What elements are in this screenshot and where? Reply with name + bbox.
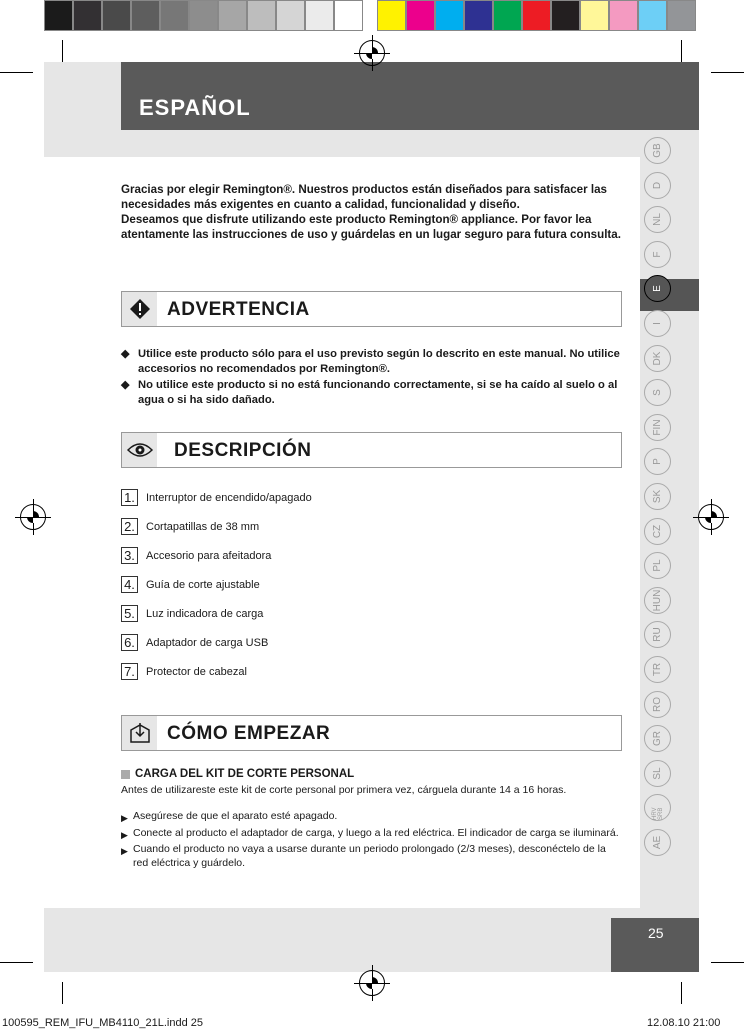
footer-filename: 100595_REM_IFU_MB4110_21L.indd 25 <box>2 1017 203 1029</box>
crop-mark <box>0 962 33 963</box>
triangle-bullet-icon: ▶ <box>121 813 128 823</box>
section-descripcion <box>121 432 622 468</box>
calibration-swatch <box>131 0 160 31</box>
language-tab-ru[interactable]: RU <box>644 621 671 648</box>
intro-text <box>121 182 621 242</box>
eye-icon <box>122 433 157 467</box>
crop-mark <box>0 72 33 73</box>
item-number: 7. <box>121 663 138 680</box>
warning-bullet-icon: ◆ <box>121 379 130 391</box>
calibration-swatch <box>334 0 363 31</box>
calibration-swatch <box>667 0 696 31</box>
list-item <box>121 827 621 843</box>
item-label: Guía de corte ajustable <box>146 578 260 591</box>
box-icon <box>122 716 157 750</box>
section-title: CÓMO EMPEZAR <box>167 723 331 744</box>
item-label: Accesorio para afeitadora <box>146 549 272 562</box>
language-tab-ae[interactable]: AE <box>644 829 671 856</box>
intro-line: Gracias por elegir Remington®. Nuestros productos están diseñados para satisfacer las necesidades más exigentes en cuanto a calidad, funcionalidad y diseño. <box>121 183 607 211</box>
section-title: ADVERTENCIA <box>167 299 310 320</box>
registration-mark-icon <box>359 40 385 66</box>
registration-mark-icon <box>698 504 724 530</box>
triangle-bullet-icon: ▶ <box>121 829 128 840</box>
language-tab-dk[interactable]: DK <box>644 345 671 372</box>
language-tab-cz[interactable]: CZ <box>644 518 671 545</box>
calibration-swatch <box>522 0 551 31</box>
square-bullet-icon <box>121 770 130 779</box>
description-item <box>121 547 271 564</box>
description-item <box>121 489 312 506</box>
calibration-swatch <box>247 0 276 31</box>
item-number: 5. <box>121 605 138 622</box>
page-title: ESPAÑOL <box>139 95 251 120</box>
language-tab-tr[interactable]: TR <box>644 656 671 683</box>
calibration-swatch <box>276 0 305 31</box>
item-label: Luz indicadora de carga <box>146 607 264 620</box>
calibration-swatch <box>160 0 189 31</box>
calibration-swatch <box>189 0 218 31</box>
language-tab-i[interactable]: I <box>644 310 671 337</box>
registration-mark-icon <box>20 504 46 530</box>
item-label: Interruptor de encendido/apagado <box>146 491 312 504</box>
step-text: Conecte al producto el adaptador de carga, y luego a la red eléctrica. El indicador de carga se iluminará. <box>133 826 619 839</box>
calibration-swatch <box>218 0 247 31</box>
step-text: Asegúrese de que el aparato esté apagado. <box>133 810 338 822</box>
list-item <box>121 810 621 826</box>
footer-date: 12.08.10 21:00 <box>647 1017 721 1029</box>
item-number: 1. <box>121 489 138 506</box>
item-number: 3. <box>121 547 138 564</box>
subheading <box>121 768 354 780</box>
language-tab-sl[interactable]: SL <box>644 760 671 787</box>
language-tab-fin[interactable]: FIN <box>644 414 671 441</box>
calibration-swatch <box>102 0 131 31</box>
description-item <box>121 518 259 535</box>
calibration-swatch <box>44 0 73 31</box>
calibration-swatch <box>609 0 638 31</box>
intro-line: Deseamos que disfrute utilizando este producto Remington® appliance. Por favor lea atentamente las instrucciones de uso y guárdelas en un lugar seguro para futura consulta. <box>121 213 621 241</box>
language-tab-sk[interactable]: SK <box>644 483 671 510</box>
description-item <box>121 634 268 651</box>
item-number: 4. <box>121 576 138 593</box>
crop-mark <box>681 982 682 1004</box>
calibration-swatch <box>73 0 102 31</box>
section-title: DESCRIPCIÓN <box>174 440 312 461</box>
section-advertencia <box>121 291 622 327</box>
warning-icon <box>122 292 157 326</box>
item-number: 6. <box>121 634 138 651</box>
calibration-swatch <box>406 0 435 31</box>
language-tab-p[interactable]: P <box>644 448 671 475</box>
language-tab-e[interactable]: E <box>644 275 671 302</box>
grayscale-calibration-bar <box>44 0 363 31</box>
crop-mark <box>62 982 63 1004</box>
section-como-empezar <box>121 715 622 751</box>
calibration-swatch <box>305 0 334 31</box>
language-tab-pl[interactable]: PL <box>644 552 671 579</box>
charging-paragraph: Antes de utilizareste este kit de corte personal por primera vez, cárguela durante 14 a 16 horas. <box>121 784 567 796</box>
language-tab-nl[interactable]: NL <box>644 206 671 233</box>
step-text: Cuando el producto no vaya a usarse durante un periodo prolongado (2/3 meses), desconéctelo de la red eléctrica y guárdelo. <box>133 843 606 869</box>
item-label: Protector de cabezal <box>146 665 247 678</box>
calibration-swatch <box>435 0 464 31</box>
language-tab-f[interactable]: F <box>644 241 671 268</box>
list-item <box>121 347 621 376</box>
calibration-swatch <box>580 0 609 31</box>
language-tab-gr[interactable]: GR <box>644 725 671 752</box>
language-tab-ro[interactable]: RO <box>644 691 671 718</box>
calibration-swatch <box>377 0 406 31</box>
item-number: 2. <box>121 518 138 535</box>
language-tab-d[interactable]: D <box>644 172 671 199</box>
item-label: Cortapatillas de 38 mm <box>146 520 260 533</box>
calibration-swatch <box>551 0 580 31</box>
charging-steps <box>121 810 621 871</box>
calibration-swatch <box>464 0 493 31</box>
description-item <box>121 605 263 622</box>
registration-mark-icon <box>359 970 385 996</box>
page-number: 25 <box>648 925 664 941</box>
crop-mark <box>681 40 682 62</box>
item-label: Adaptador de carga USB <box>146 636 269 649</box>
crop-mark <box>711 962 744 963</box>
description-item <box>121 663 247 680</box>
language-tab-s[interactable]: S <box>644 379 671 406</box>
subheading-text: CARGA DEL KIT DE CORTE PERSONAL <box>135 768 355 780</box>
list-item <box>121 843 621 870</box>
color-calibration-bar <box>377 0 696 31</box>
language-tab-hrv-srb[interactable]: HRV SRB <box>644 794 671 821</box>
warning-list <box>121 347 621 409</box>
list-item <box>121 378 621 407</box>
calibration-swatch <box>638 0 667 31</box>
crop-mark <box>711 72 744 73</box>
warning-bullet-icon: ◆ <box>121 348 130 360</box>
warning-text: No utilice este producto si no está funcionando correctamente, si se ha caído al suelo o al agua o si ha sido dañado. <box>138 379 618 406</box>
triangle-bullet-icon: ▶ <box>121 846 128 856</box>
language-tab-gb[interactable]: GB <box>644 137 671 164</box>
language-tab-hun[interactable]: HUN <box>644 587 671 614</box>
crop-mark <box>62 40 63 62</box>
warning-text: Utilice este producto sólo para el uso previsto según lo descrito en este manual. No utilice accesorios no recomendados por Remington®. <box>138 348 620 375</box>
calibration-swatch <box>493 0 522 31</box>
description-item <box>121 576 260 593</box>
